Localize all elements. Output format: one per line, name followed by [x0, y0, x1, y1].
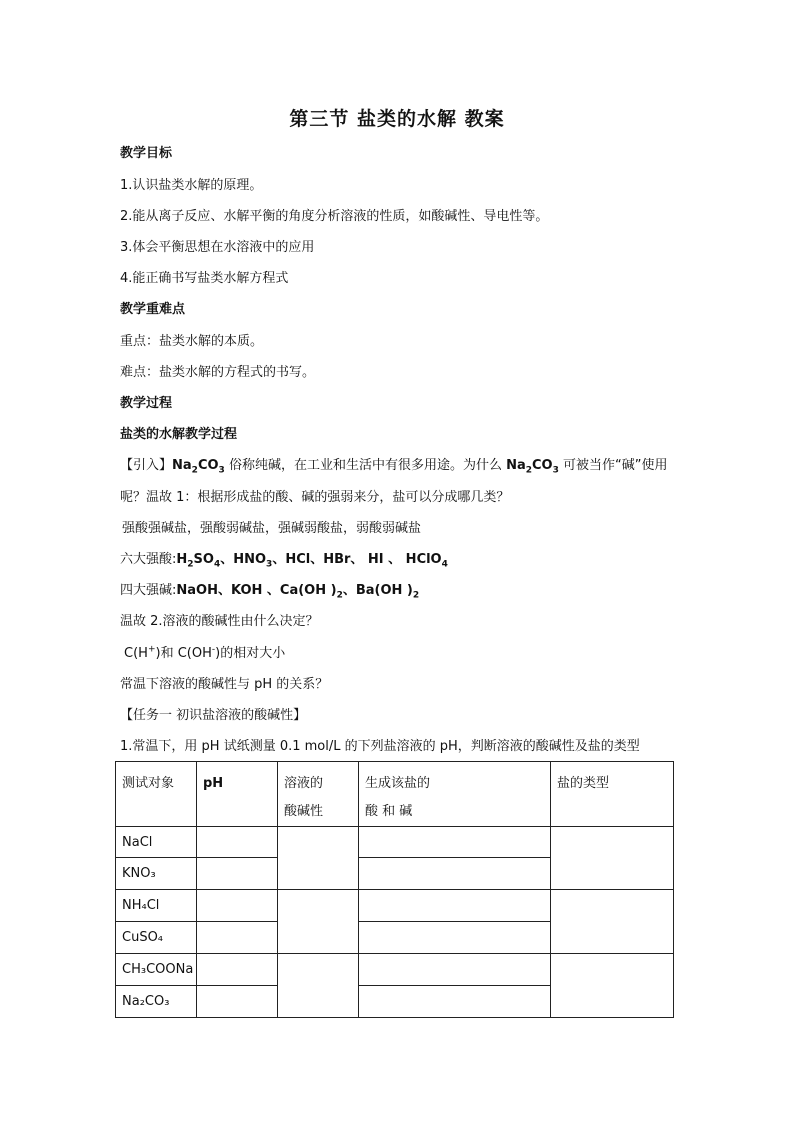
task1-heading: 【任务一 初识盐溶液的酸碱性】 — [120, 708, 307, 723]
header-acidity-line1: 溶液的 — [284, 776, 324, 791]
c-h-plus: C(H+) — [124, 644, 161, 661]
header-source-line2: 酸 和 碱 — [365, 804, 413, 819]
ph-question: 常温下溶液的酸碱性与 pH 的关系？ — [120, 677, 329, 692]
formula-na2co3-2: $Na_2CO_3$ — [506, 458, 559, 476]
header-source — [359, 762, 551, 827]
acidity-cell[interactable] — [278, 827, 359, 890]
source-cell[interactable] — [359, 890, 551, 922]
table-row — [116, 827, 674, 858]
c-oh-minus: C(OH-) — [177, 644, 221, 661]
acidity-cell[interactable] — [278, 954, 359, 1018]
table-header-row — [116, 762, 674, 827]
salt-test-table — [115, 761, 674, 1018]
formula-na2co3: $Na_2CO_3$ — [172, 458, 225, 476]
intro-text-a: 俗称纯碱，在工业和生活中有很多用途。为什么 — [228, 458, 502, 473]
strong-acids — [120, 552, 448, 568]
strong-bases-list: NaOH、KOH 、Ca(OH )$_2$、Ba(OH )$_2$ — [176, 583, 420, 601]
strong-bases-label: 四大强碱: — [120, 583, 177, 598]
task1-description: 1.常温下，用 pH 试纸测量 0.1 mol/L 的下列盐溶液的 pH，判断溶液的酸碱性及盐的类型 — [120, 739, 640, 754]
ph-cell[interactable] — [197, 890, 278, 922]
source-cell[interactable] — [359, 858, 551, 890]
row-object: Na₂CO₃ — [116, 986, 197, 1018]
goal-2: 2.能从离子反应、水解平衡的角度分析溶液的性质，如酸碱性、导电性等。 — [120, 209, 549, 224]
acidity-cell[interactable] — [278, 890, 359, 954]
row-object: CuSO₄ — [116, 922, 197, 954]
process-sub-heading: 盐类的水解教学过程 — [120, 427, 238, 442]
row-object: NH₄Cl — [116, 890, 197, 922]
ph-cell[interactable] — [197, 922, 278, 954]
intro-text-b: 可被当作“碱”使用 — [563, 458, 668, 473]
header-type: 盐的类型 — [551, 762, 674, 827]
row-object: NaCl — [116, 827, 197, 858]
goal-4: 4.能正确书写盐类水解方程式 — [120, 271, 289, 286]
goals-heading: 教学目标 — [120, 146, 173, 161]
header-ph: pH — [197, 762, 278, 827]
strong-acids-list: $H_2SO_4$、$HNO_3$、HCl、HBr、 HI 、 HClO$_4$ — [176, 552, 448, 570]
source-cell[interactable] — [359, 827, 551, 858]
type-cell[interactable] — [551, 890, 674, 954]
process-heading: 教学过程 — [120, 396, 173, 411]
strong-bases — [120, 583, 419, 599]
header-acidity-line2: 酸碱性 — [284, 804, 324, 819]
concentration-relation — [124, 646, 285, 662]
review-2: 温故 2.溶液的酸碱性由什么决定？ — [120, 614, 319, 629]
type-cell[interactable] — [551, 954, 674, 1018]
intro-line-1 — [120, 458, 668, 474]
header-source-line1: 生成该盐的 — [365, 776, 431, 791]
intro-line-2: 呢？温故 1：根据形成盐的酸、碱的强弱来分，盐可以分成哪几类？ — [120, 490, 510, 505]
source-cell[interactable] — [359, 922, 551, 954]
type-cell[interactable] — [551, 827, 674, 890]
row-object: CH₃COONa — [116, 954, 197, 986]
goal-1: 1.认识盐类水解的原理。 — [120, 178, 263, 193]
difficult-point: 难点：盐类水解的方程式的书写。 — [120, 365, 316, 380]
ph-cell[interactable] — [197, 827, 278, 858]
row-object: KNO₃ — [116, 858, 197, 890]
source-cell[interactable] — [359, 954, 551, 986]
ph-cell[interactable] — [197, 986, 278, 1018]
relative-text: 的相对大小 — [220, 646, 286, 661]
goal-3: 3.体会平衡思想在水溶液中的应用 — [120, 240, 315, 255]
key-heading: 教学重难点 — [120, 302, 186, 317]
salt-types: 强酸强碱盐，强酸弱碱盐，强碱弱酸盐，弱酸弱碱盐 — [122, 521, 422, 536]
strong-acids-label: 六大强酸: — [120, 552, 177, 567]
table-row — [116, 954, 674, 986]
header-acidity — [278, 762, 359, 827]
page-title: 第三节 盐类的水解 教案 — [289, 108, 505, 130]
intro-label: 【引入】 — [120, 458, 173, 473]
table-row — [116, 890, 674, 922]
ph-cell[interactable] — [197, 954, 278, 986]
and-text: 和 — [160, 646, 174, 661]
ph-cell[interactable] — [197, 858, 278, 890]
source-cell[interactable] — [359, 986, 551, 1018]
key-point: 重点：盐类水解的本质。 — [120, 334, 264, 349]
header-object: 测试对象 — [116, 762, 197, 827]
